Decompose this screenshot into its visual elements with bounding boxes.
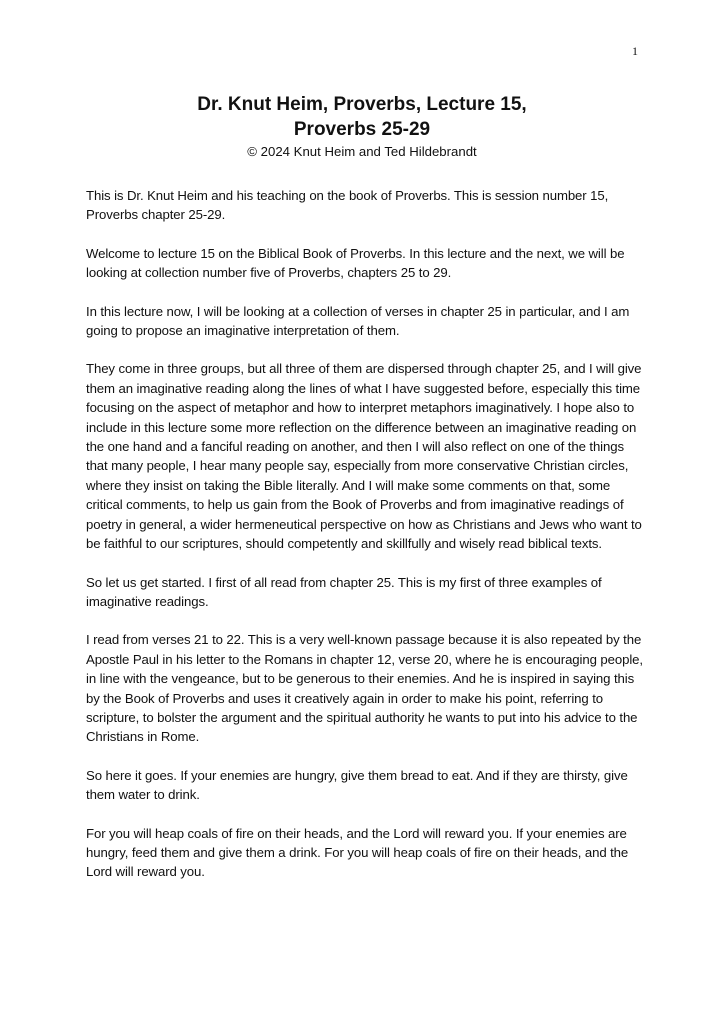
paragraph: Welcome to lecture 15 on the Biblical Book of Proverbs. In this lecture and the next, we will be looking at collection number five of Proverbs, chapters 25 to 29. — [86, 245, 625, 281]
document-title — [0, 92, 724, 142]
page-number: 1 — [632, 44, 638, 58]
paragraph: This is Dr. Knut Heim and his teaching on the book of Proverbs. This is session number 15, Proverbs chapter 25-29. — [86, 188, 609, 223]
paragraph: They come in three groups, but all three of them are dispersed through chapter 25, and I will give them an imaginative reading along the lines of what I have suggested before, especially this time focusing on the aspect of metaphor and how to interpret metaphors imaginatively. I hope also to include in this lecture some more reflection on the difference between an imaginative reading on the one hand and a fanciful reading on another, and then I will also reflect on one of the things that many people, I hear many people say, especially from more conservative Christian circles, where they insist on taking the Bible literally. And I will make some comments on that, some critical comments, to help us gain from the Book of Proverbs and from imaginative readings of poetry in general, a wider hermeneutical perspective on how as Christians and Jews who want to be faithful to our scriptures, should competently and skillfully and wisely read biblical texts. — [86, 361, 642, 552]
paragraph: In this lecture now, I will be looking at a collection of verses in chapter 25 in particular, and I am going to propose an imaginative interpretation of them. — [86, 303, 630, 339]
title-line-2: Proverbs 25-29 — [293, 119, 431, 140]
copyright-notice: © 2024 Knut Heim and Ted Hildebrandt — [247, 144, 477, 159]
paragraph: So here it goes. If your enemies are hungry, give them bread to eat. And if they are thirsty, give them water to drink. — [86, 767, 628, 803]
paragraph: So let us get started. I first of all read from chapter 25. This is my first of three examples of imaginative readings. — [86, 574, 602, 609]
document-body — [86, 186, 646, 901]
document-header — [0, 92, 724, 161]
title-line-1: Dr. Knut Heim, Proverbs, Lecture 15, — [197, 94, 527, 115]
paragraph: For you will heap coals of fire on their heads, and the Lord will reward you. If your enemies are hungry, feed them and give them a drink. For you will heap coals of fire on their heads, and the Lord will reward you. — [86, 825, 629, 880]
paragraph: I read from verses 21 to 22. This is a very well-known passage because it is also repeated by the Apostle Paul in his letter to the Romans in chapter 12, verse 20, where he is encouraging people, in line with the vengeance, but to be generous to their enemies. And he is inspired in saying this by the Book of Proverbs and uses it creatively again in order to make his point, referring to scripture, to bolster the argument and the spiritual authority he wants to put into his advice to the Christians in Rome. — [86, 632, 643, 745]
